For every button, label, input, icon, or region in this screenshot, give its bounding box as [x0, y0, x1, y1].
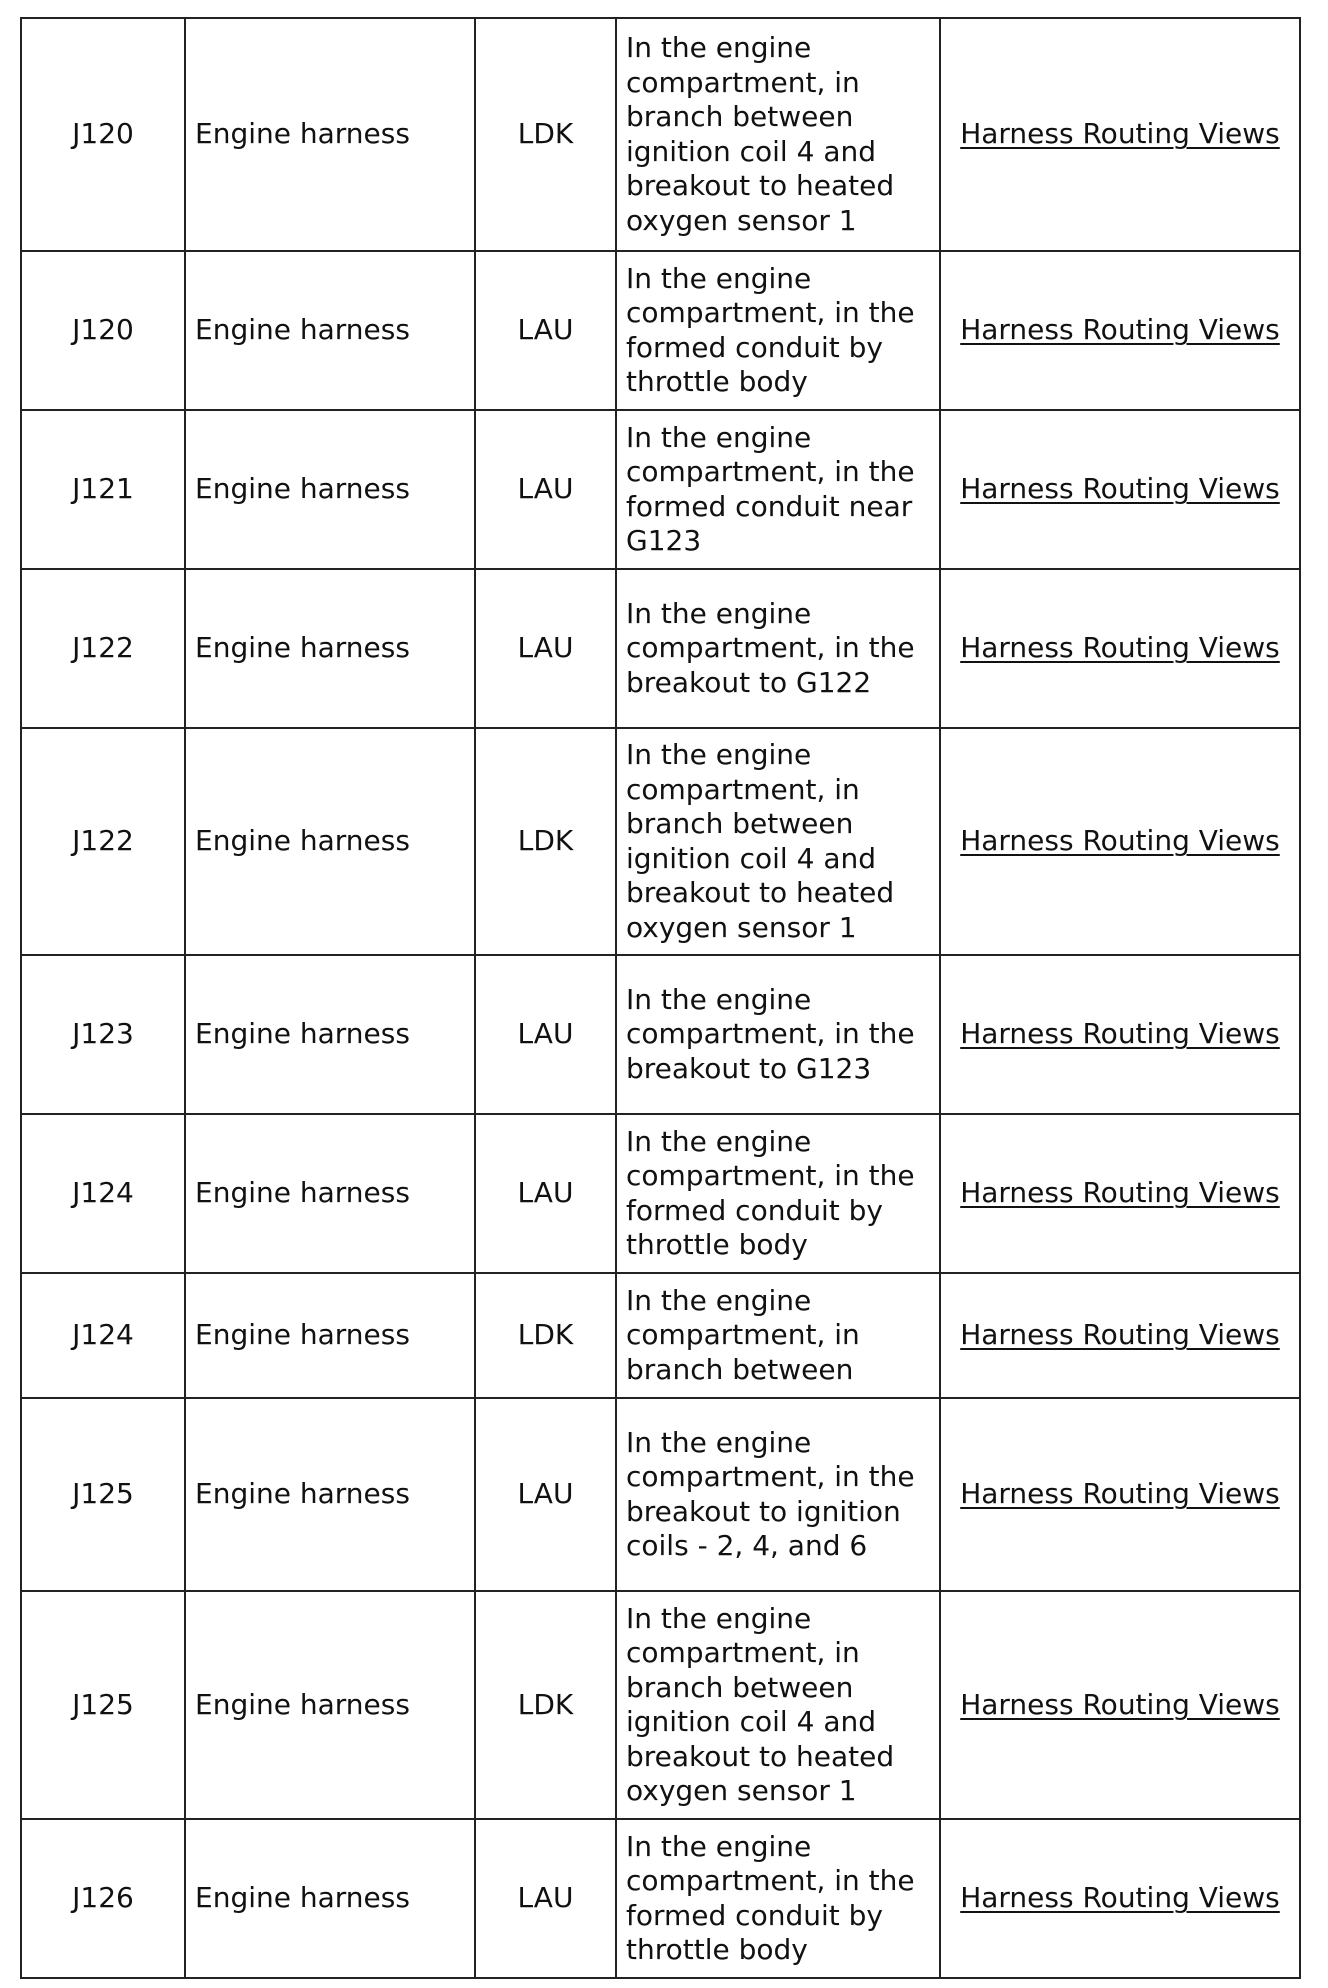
- document-page: [20, 17, 1301, 1979]
- location-cell: In the engine compartment, in branch between ignition coil 4 and breakout to heated oxygen sensor 1: [616, 1591, 940, 1819]
- table-row: [21, 1273, 1300, 1398]
- link-cell: [940, 18, 1300, 251]
- location-cell: In the engine compartment, in the formed conduit near G123: [616, 410, 940, 569]
- harness-routing-views-link[interactable]: Harness Routing Views: [960, 472, 1280, 506]
- location-cell: In the engine compartment, in the formed conduit by throttle body: [616, 1114, 940, 1273]
- harness-cell: Engine harness: [185, 728, 475, 955]
- link-cell: [940, 1114, 1300, 1273]
- location-cell: In the engine compartment, in the formed conduit by throttle body: [616, 1819, 940, 1978]
- harness-cell: Engine harness: [185, 1114, 475, 1273]
- harness-routing-views-link[interactable]: Harness Routing Views: [960, 1687, 1280, 1721]
- table-row: [21, 251, 1300, 410]
- splice-id-cell: J125: [21, 1398, 185, 1591]
- splice-id-cell: J122: [21, 728, 185, 955]
- table-row: [21, 955, 1300, 1114]
- harness-cell: Engine harness: [185, 955, 475, 1114]
- link-cell: [940, 1398, 1300, 1591]
- location-cell: In the engine compartment, in the breakout to G123: [616, 955, 940, 1114]
- option-code-cell: LDK: [475, 1273, 616, 1398]
- splice-location-table: [20, 17, 1301, 1979]
- option-code-cell: LAU: [475, 569, 616, 728]
- harness-routing-views-link[interactable]: Harness Routing Views: [960, 1881, 1280, 1915]
- option-code-cell: LAU: [475, 955, 616, 1114]
- harness-cell: Engine harness: [185, 569, 475, 728]
- splice-id-cell: J124: [21, 1114, 185, 1273]
- location-cell: In the engine compartment, in the breakout to ignition coils - 2, 4, and 6: [616, 1398, 940, 1591]
- option-code-cell: LAU: [475, 410, 616, 569]
- link-cell: [940, 1819, 1300, 1978]
- harness-routing-views-link[interactable]: Harness Routing Views: [960, 1176, 1280, 1210]
- link-cell: [940, 569, 1300, 728]
- splice-id-cell: J122: [21, 569, 185, 728]
- splice-id-cell: J120: [21, 18, 185, 251]
- splice-id-cell: J126: [21, 1819, 185, 1978]
- option-code-cell: LAU: [475, 1819, 616, 1978]
- link-cell: [940, 1273, 1300, 1398]
- link-cell: [940, 251, 1300, 410]
- harness-routing-views-link[interactable]: Harness Routing Views: [960, 1318, 1280, 1352]
- option-code-cell: LDK: [475, 1591, 616, 1819]
- harness-cell: Engine harness: [185, 1819, 475, 1978]
- table-row: [21, 1819, 1300, 1978]
- location-cell: In the engine compartment, in branch between: [616, 1273, 940, 1398]
- harness-routing-views-link[interactable]: Harness Routing Views: [960, 117, 1280, 151]
- option-code-cell: LDK: [475, 728, 616, 955]
- table-row: [21, 1398, 1300, 1591]
- option-code-cell: LAU: [475, 1114, 616, 1273]
- splice-id-cell: J124: [21, 1273, 185, 1398]
- link-cell: [940, 728, 1300, 955]
- splice-id-cell: J121: [21, 410, 185, 569]
- link-cell: [940, 1591, 1300, 1819]
- splice-id-cell: J123: [21, 955, 185, 1114]
- table-row: [21, 728, 1300, 955]
- harness-cell: Engine harness: [185, 1398, 475, 1591]
- splice-id-cell: J125: [21, 1591, 185, 1819]
- table-row: [21, 1591, 1300, 1819]
- harness-cell: Engine harness: [185, 18, 475, 251]
- option-code-cell: LDK: [475, 18, 616, 251]
- option-code-cell: LAU: [475, 1398, 616, 1591]
- location-cell: In the engine compartment, in the formed conduit by throttle body: [616, 251, 940, 410]
- harness-cell: Engine harness: [185, 1273, 475, 1398]
- harness-routing-views-link[interactable]: Harness Routing Views: [960, 824, 1280, 858]
- link-cell: [940, 955, 1300, 1114]
- location-cell: In the engine compartment, in branch between ignition coil 4 and breakout to heated oxygen sensor 1: [616, 728, 940, 955]
- option-code-cell: LAU: [475, 251, 616, 410]
- table-row: [21, 569, 1300, 728]
- harness-cell: Engine harness: [185, 251, 475, 410]
- harness-routing-views-link[interactable]: Harness Routing Views: [960, 313, 1280, 347]
- splice-id-cell: J120: [21, 251, 185, 410]
- harness-routing-views-link[interactable]: Harness Routing Views: [960, 1477, 1280, 1511]
- harness-cell: Engine harness: [185, 410, 475, 569]
- table-row: [21, 410, 1300, 569]
- location-cell: In the engine compartment, in branch between ignition coil 4 and breakout to heated oxygen sensor 1: [616, 18, 940, 251]
- table-row: [21, 18, 1300, 251]
- location-cell: In the engine compartment, in the breakout to G122: [616, 569, 940, 728]
- harness-routing-views-link[interactable]: Harness Routing Views: [960, 1017, 1280, 1051]
- harness-cell: Engine harness: [185, 1591, 475, 1819]
- link-cell: [940, 410, 1300, 569]
- harness-routing-views-link[interactable]: Harness Routing Views: [960, 631, 1280, 665]
- table-row: [21, 1114, 1300, 1273]
- table-body: [21, 18, 1300, 1978]
